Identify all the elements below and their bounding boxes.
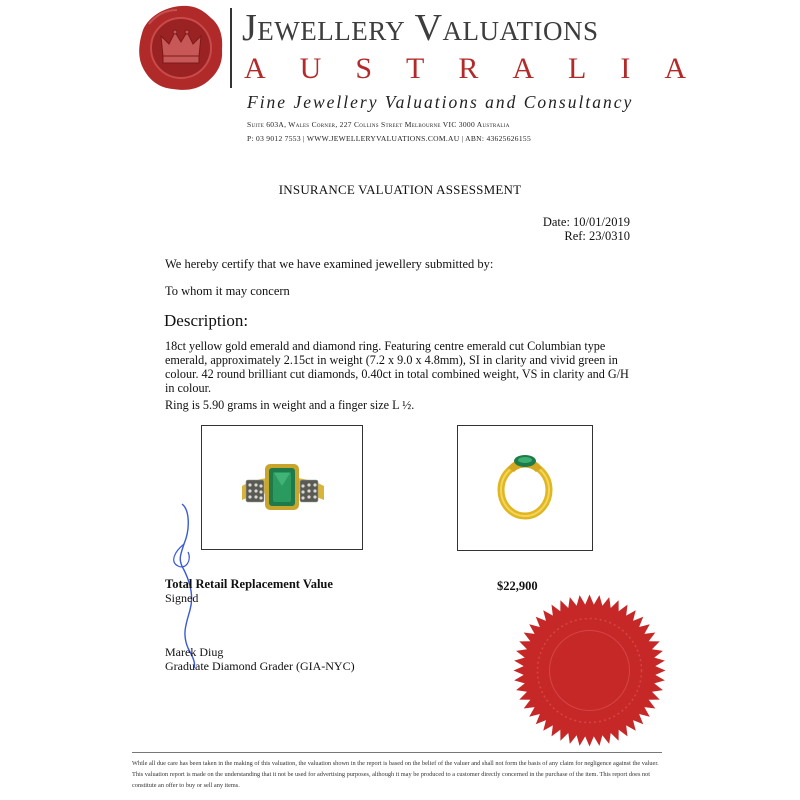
- wax-seal-logo: [137, 4, 225, 92]
- description-text: 18ct yellow gold emerald and diamond ring. Featuring centre emerald cut Columbian type emerald, approximately 2.15ct in weight (7.2 x 9.0 x 4.8mm), SI in clarity and vivid green in colour. 42 round brilliant cut diamonds, 0.40ct in total combined weight, VS in clarity and G/H in colour.: [165, 339, 629, 395]
- certification-statement: We hereby certify that we have examined jewellery submitted by:: [165, 257, 494, 271]
- company-tagline: Fine Jewellery Valuations and Consultancy: [247, 92, 634, 112]
- signer-title: Graduate Diamond Grader (GIA-NYC): [165, 659, 355, 673]
- footer-disclaimer: While all due care has been taken in the making of this valuation, the valuation shown in the report is based on the belief of the valuer and shall not form the basis of any claim for negligence against the valuer. This valuation report is made on the understanding that it not be used for advertising purposes, although it may be produced to a customer directly concerned in the purchase of the item. This report does not constitute an offer to buy or sell any items.: [132, 760, 659, 789]
- total-value-label: Total Retail Replacement Value: [165, 577, 333, 591]
- company-country: AUSTRALIA: [244, 52, 720, 85]
- ring-front-photo: [201, 425, 363, 550]
- header-divider: [230, 8, 232, 88]
- ring-weight-size: Ring is 5.90 grams in weight and a finger size L ½.: [165, 398, 415, 412]
- company-address: Suite 603A, Wales Corner, 227 Collins Street Melbourne VIC 3000 Australia: [247, 120, 510, 129]
- signer-name: Marek Diug: [165, 645, 224, 659]
- red-foil-seal: [513, 594, 666, 747]
- company-contact: P: 03 9012 7553 | WWW.JEWELLERYVALUATIONS.COM.AU | ABN: 43625626155: [247, 134, 532, 143]
- total-value-amount: $22,900: [497, 579, 538, 593]
- emerald-ring-side-image: [458, 426, 592, 550]
- reference-number: Ref: 23/0310: [564, 229, 630, 243]
- ring-side-photo: [457, 425, 593, 551]
- submitter: To whom it may concern: [165, 284, 290, 298]
- company-name: Jewellery Valuations: [242, 7, 599, 49]
- signed-label: Signed: [165, 591, 199, 605]
- description-heading: Description:: [164, 311, 249, 330]
- emerald-ring-front-image: [202, 426, 362, 549]
- document-title: INSURANCE VALUATION ASSESSMENT: [278, 182, 522, 197]
- footer-divider: [132, 752, 662, 753]
- valuation-date: Date: 10/01/2019: [542, 215, 630, 229]
